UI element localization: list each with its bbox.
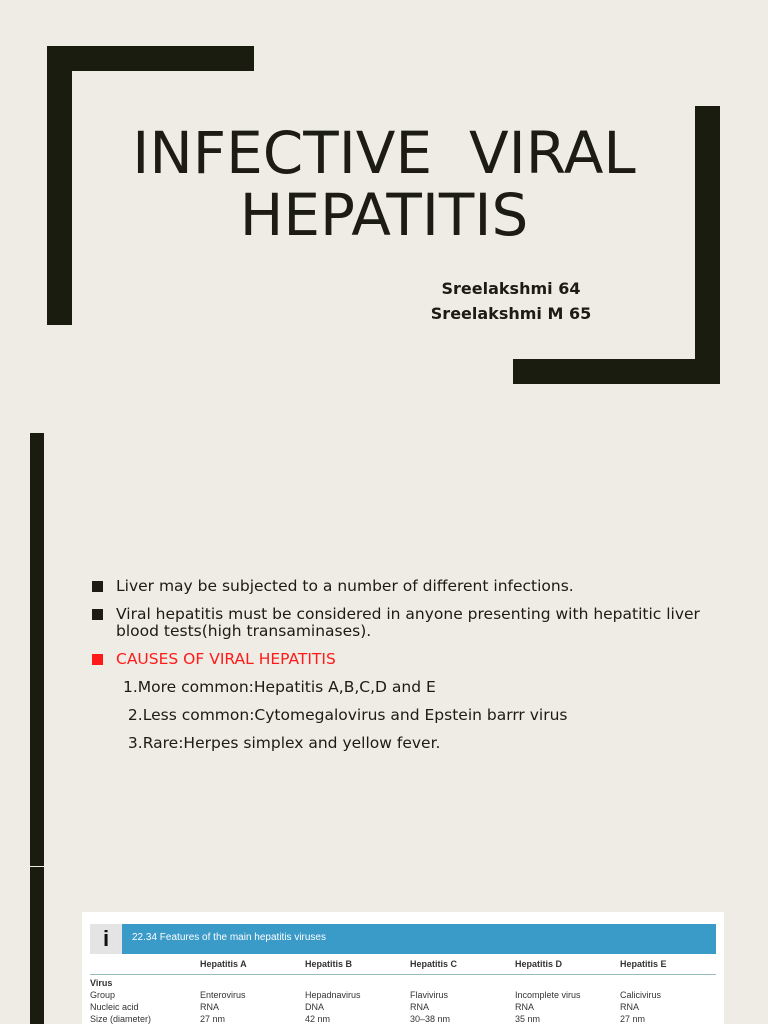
table-cell: 42 nm (305, 1014, 331, 1024)
bullet-text: CAUSES OF VIRAL HEPATITIS (116, 650, 336, 668)
sub-item-text: 2.Less common:Cytomegalovirus and Epstein barrr virus (123, 706, 568, 724)
sub-item-text: 1.More common:Hepatitis A,B,C,D and E (123, 678, 436, 696)
author-1: Sreelakshmi 64 (441, 279, 581, 298)
table-cell: RNA (515, 1002, 535, 1012)
table-cell: 35 nm (515, 1014, 541, 1024)
table-cell: Flavivirus (410, 990, 449, 1000)
hepatitis-table-image (82, 912, 724, 1024)
bullet-text: Viral hepatitis must be considered in anyone presenting with hepatitic liver blood tests(high transaminases). (116, 605, 700, 640)
sub-item (92, 707, 712, 724)
bullet-item (92, 606, 712, 640)
bullet-text: Liver may be subjected to a number of different infections. (116, 577, 574, 595)
slide-left-accent-bar (30, 433, 44, 866)
table-header-band (90, 924, 716, 954)
table-cell: Hepadnavirus (305, 990, 361, 1000)
table-cell: Group (90, 990, 116, 1000)
table-cell: Virus (90, 978, 113, 988)
table-cell: RNA (410, 1002, 430, 1012)
slide-title: INFECTIVE VIRAL HEPATITIS (132, 119, 636, 249)
column-header: Hepatitis C (410, 959, 458, 969)
table-cell: Nucleic acid (90, 1002, 139, 1012)
column-header: Hepatitis E (620, 959, 667, 969)
sub-item-text: 3.Rare:Herpes simplex and yellow fever. (123, 734, 441, 752)
bullet-item-causes-heading (92, 651, 712, 668)
table-row (90, 978, 716, 990)
table-cell: 27 nm (620, 1014, 646, 1024)
column-header: Hepatitis A (200, 959, 247, 969)
sub-item (92, 679, 712, 696)
table-cell: DNA (305, 1002, 325, 1012)
table-row (90, 990, 716, 1002)
table-header-row (90, 956, 716, 975)
table-cell: Incomplete virus (515, 990, 581, 1000)
table-cell: RNA (200, 1002, 220, 1012)
title-slide (0, 0, 768, 430)
frame-top-left-horizontal (47, 46, 254, 71)
table-cell: 27 nm (200, 1014, 226, 1024)
column-header: Hepatitis D (515, 959, 563, 969)
bullet-item (92, 578, 712, 595)
square-bullet-icon (92, 654, 103, 665)
square-bullet-icon (92, 581, 103, 592)
bullet-list (92, 578, 712, 763)
content-slide (0, 430, 768, 866)
column-header: Hepatitis B (305, 959, 353, 969)
table-cell: Size (diameter) (90, 1014, 152, 1024)
info-icon: i (90, 924, 122, 954)
table-slide (0, 866, 768, 1024)
table-cell: 30–38 nm (410, 1014, 451, 1024)
table-row (90, 1002, 716, 1014)
table-cell: Enterovirus (200, 990, 246, 1000)
table-title: 22.34 Features of the main hepatitis viruses (132, 932, 326, 943)
table-row (90, 1014, 716, 1024)
table-cell: RNA (620, 1002, 640, 1012)
square-bullet-icon (92, 609, 103, 620)
hepatitis-features-table (90, 956, 716, 1024)
author-2: Sreelakshmi M 65 (430, 304, 592, 323)
sub-item (92, 735, 712, 752)
table-cell: Calicivirus (620, 990, 662, 1000)
slide-left-accent-bar (30, 867, 44, 1024)
frame-bottom-right-horizontal (513, 359, 720, 384)
